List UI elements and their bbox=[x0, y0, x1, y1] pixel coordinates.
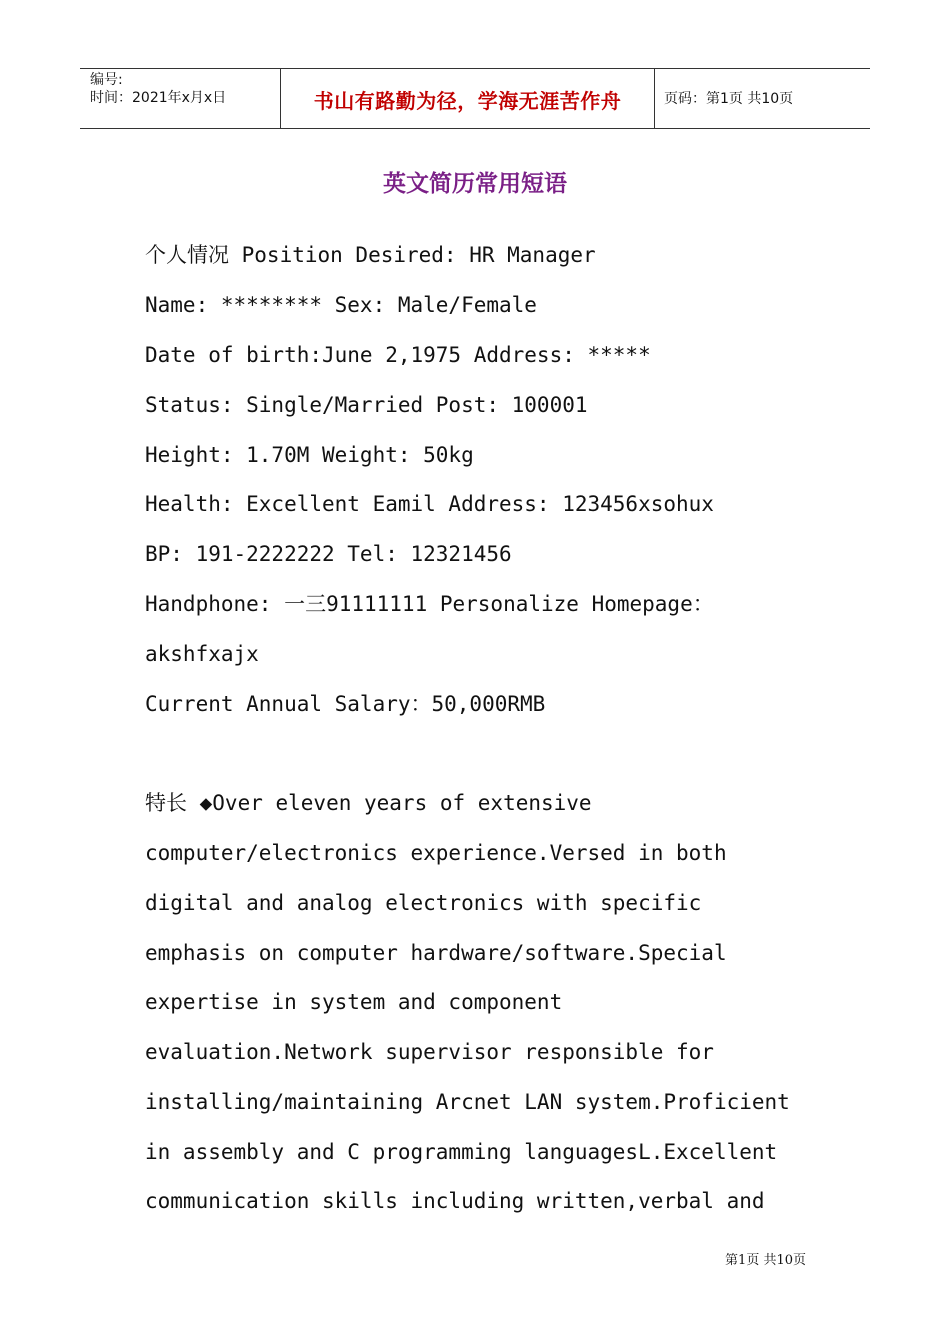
body-line: Status: Single/Married Post: 100001 bbox=[145, 393, 588, 417]
body-line: Date of birth:June 2,1975 Address: ***** bbox=[145, 343, 651, 367]
body-line: Health: Excellent Eamil Address: 123456xsohux bbox=[145, 492, 714, 516]
header-page-cell bbox=[655, 69, 870, 128]
body-line: akshfxajx bbox=[145, 642, 259, 666]
body-line: emphasis on computer hardware/software.Special bbox=[145, 941, 727, 965]
document-time-label: 时间：2021年x月x日 bbox=[90, 90, 227, 106]
body-line: BP: 191-2222222 Tel: 12321456 bbox=[145, 542, 512, 566]
body-line: computer/electronics experience.Versed in both bbox=[145, 841, 727, 865]
body-line: Name: ******** Sex: Male/Female bbox=[145, 293, 537, 317]
document-title: 英文简历常用短语 bbox=[383, 170, 567, 197]
header-motto: 书山有路勤为径，学海无涯苦作舟 bbox=[313, 89, 622, 113]
body-line: 个人情况 Position Desired: HR Manager bbox=[145, 243, 596, 267]
body-line: Height: 1.70M Weight: 50kg bbox=[145, 443, 474, 467]
body-line: Current Annual Salary：50,000RMB bbox=[145, 692, 546, 716]
header-page-info: 页码：第1页 共10页 bbox=[664, 91, 794, 107]
body-line: expertise in system and component bbox=[145, 990, 563, 1014]
body-line: digital and analog electronics with specific bbox=[145, 891, 702, 915]
body-line: installing/maintaining Arcnet LAN system.Proficient bbox=[145, 1090, 790, 1114]
body-line: 特长 ◆Over eleven years of extensive bbox=[145, 791, 592, 815]
body-line: evaluation.Network supervisor responsible for bbox=[145, 1040, 714, 1064]
document-number-label: 编号: bbox=[90, 72, 123, 88]
header-motto-cell bbox=[281, 69, 655, 128]
page-header bbox=[80, 68, 870, 129]
page-footer: 第1页 共10页 bbox=[725, 1253, 806, 1268]
header-meta-cell bbox=[80, 69, 281, 128]
body-line: Handphone: 一三91111111 Personalize Homepage： bbox=[145, 592, 714, 616]
body-line: in assembly and C programming languagesL.Excellent bbox=[145, 1140, 778, 1164]
body-line: communication skills including written,verbal and bbox=[145, 1189, 765, 1213]
